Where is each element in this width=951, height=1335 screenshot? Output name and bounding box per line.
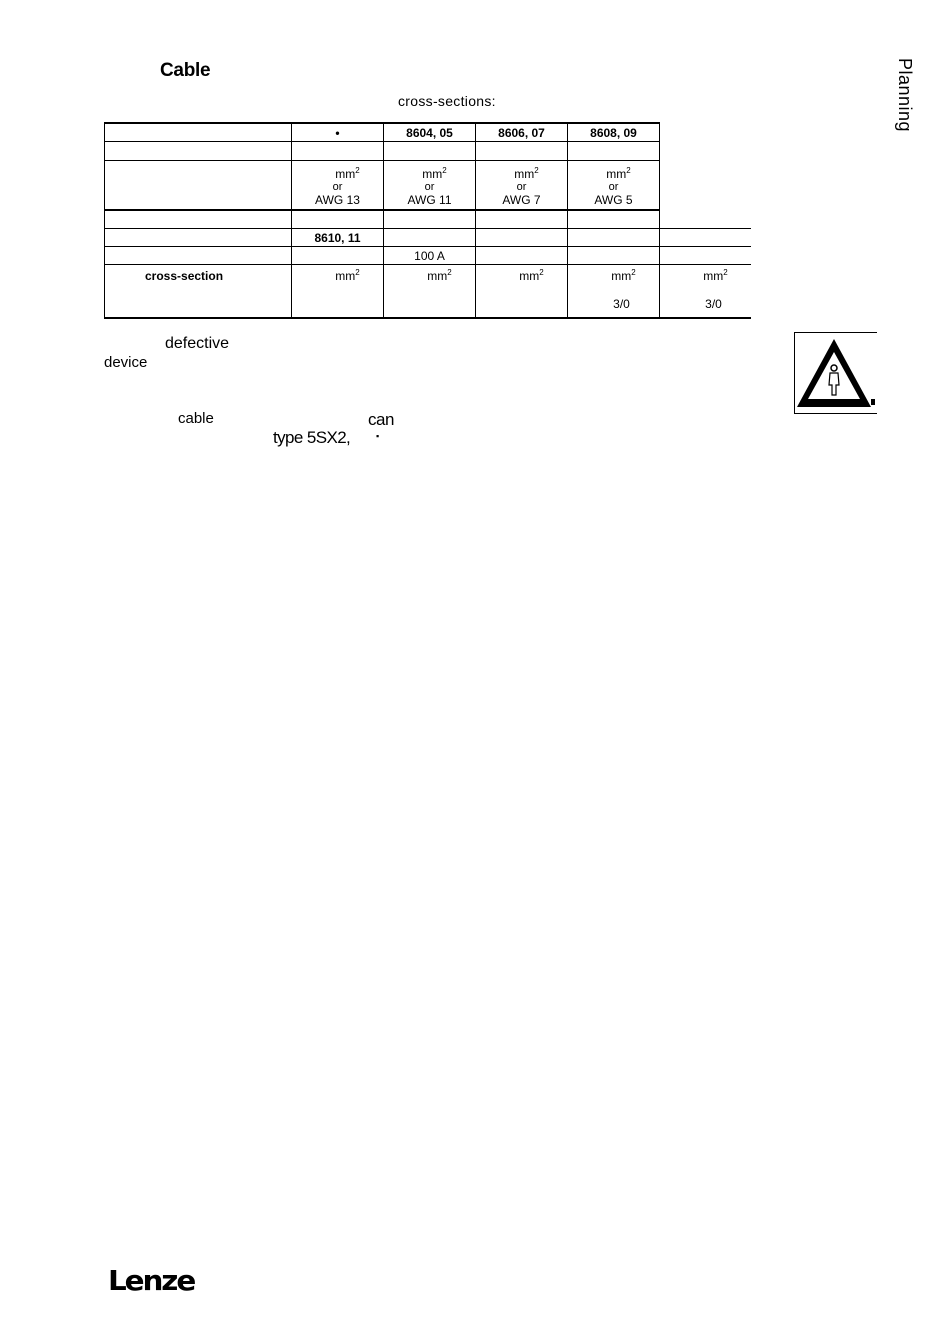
table-header-cell: 8604, 05	[384, 123, 476, 142]
table-cell: $mm^2$ 3/0	[660, 265, 752, 319]
table-row	[105, 265, 752, 319]
body-text-cable: cable	[178, 410, 214, 427]
section-title: Cable	[160, 60, 211, 81]
table-header-cell: 8608, 09	[568, 123, 660, 142]
cable-cross-section-table	[104, 122, 751, 319]
table-cell: $mm^2$	[292, 265, 384, 319]
table-row	[105, 247, 752, 265]
table-header-cell: •	[292, 123, 384, 142]
table-row	[105, 229, 752, 247]
table-row	[105, 210, 752, 229]
body-text-device: device	[104, 354, 148, 371]
table-cell: $mm^2$	[476, 265, 568, 319]
body-text-type: type 5SX2,	[273, 428, 351, 447]
table-cell: $mm^2$ or AWG 11	[384, 161, 476, 211]
intro-text: cross-sections:	[398, 93, 496, 109]
warning-box	[794, 332, 877, 414]
table-cell: $mm^2$ or AWG 7	[476, 161, 568, 211]
warning-triangle-person-icon	[797, 335, 877, 411]
table-row	[105, 161, 752, 211]
bullet-icon: ▪	[376, 431, 380, 441]
table-cell: $mm^2$	[384, 265, 476, 319]
body-text-can: can	[368, 410, 394, 429]
row-label: cross-section	[145, 269, 224, 283]
table-cell: $mm^2$ or AWG 13	[292, 161, 384, 211]
table-cell: $mm^2$ 3/0	[568, 265, 660, 319]
current-cell: 100 A	[384, 247, 476, 265]
table-header-cell: 8606, 07	[476, 123, 568, 142]
table-row	[105, 123, 752, 142]
table-row	[105, 142, 752, 161]
table-cell: $mm^2$ or AWG 5	[568, 161, 660, 211]
body-text-defective: defective	[165, 335, 230, 352]
table-header-cell: 8610, 11	[292, 229, 384, 247]
side-tab	[893, 58, 917, 138]
lenze-logo: Lenze	[108, 1264, 195, 1297]
side-tab-label: Planning	[895, 58, 915, 133]
